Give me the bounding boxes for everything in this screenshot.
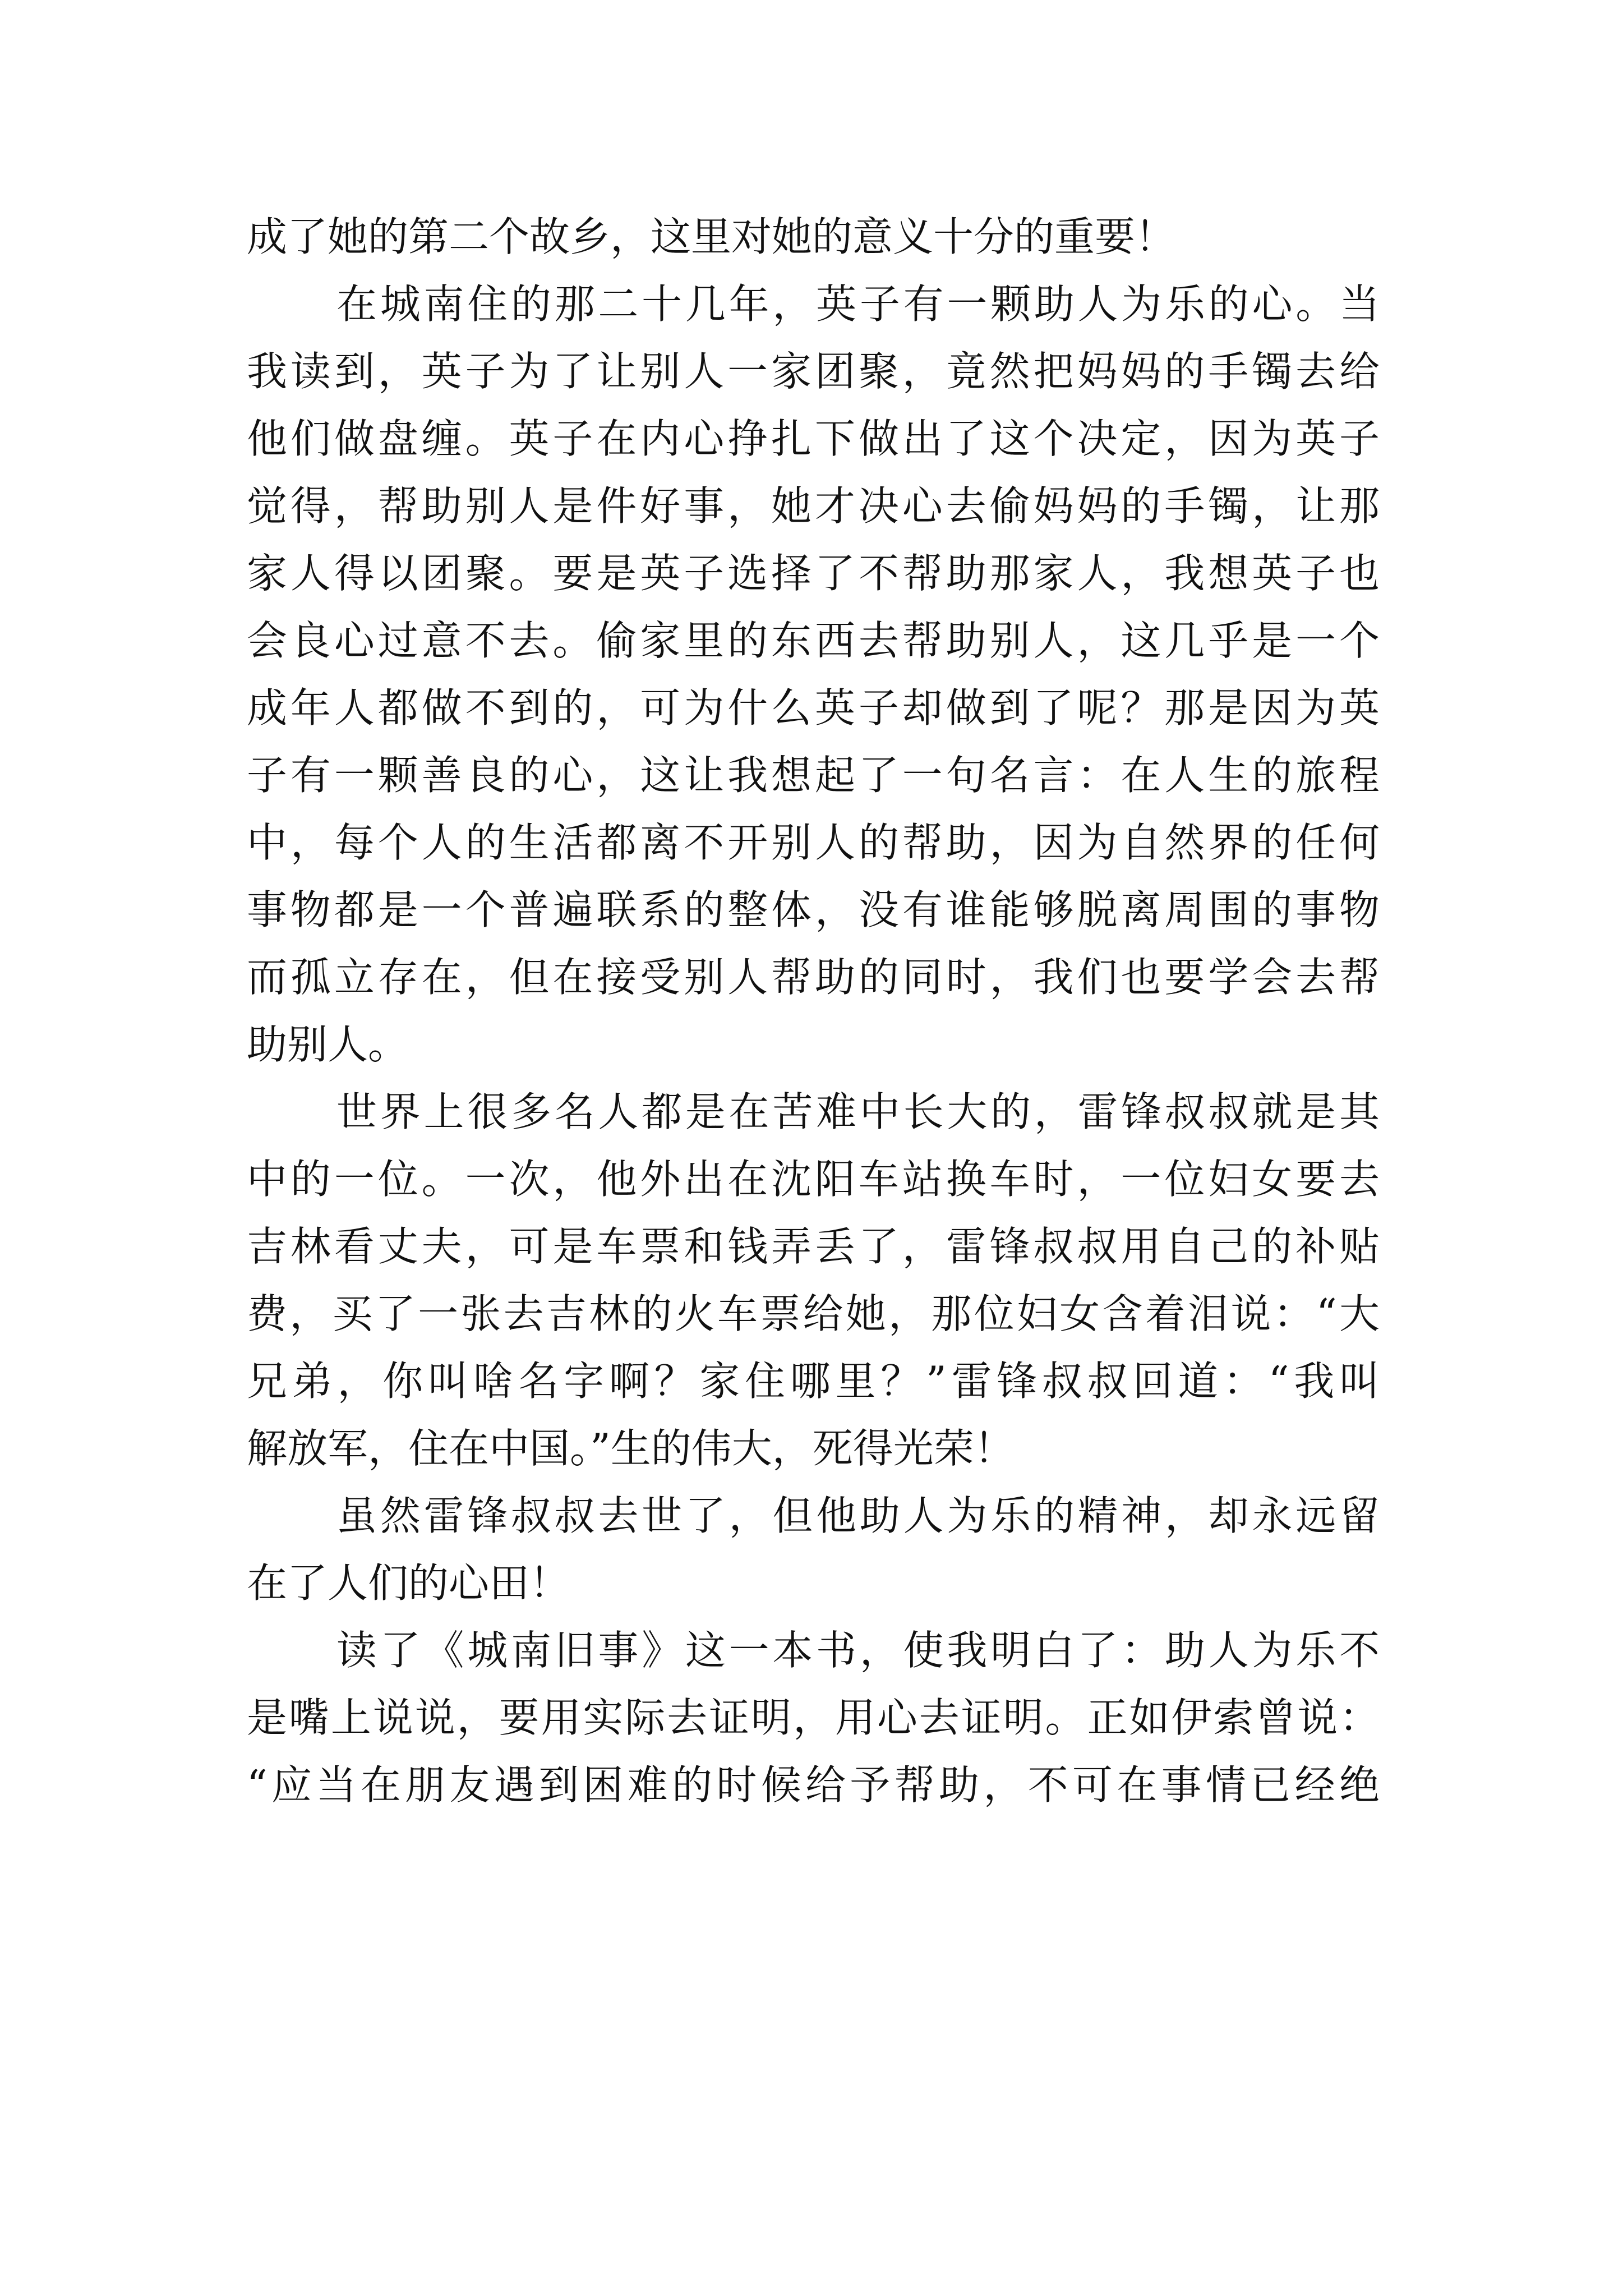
text-line: “应当在朋友遇到困难的时候给予帮助，不可在事情已经绝 bbox=[247, 1761, 1380, 1809]
text-line: 费，买了一张去吉林的火车票给她，那位妇女含着泪说：“大 bbox=[247, 1290, 1380, 1337]
text-line: 他们做盘缠。英子在内心挣扎下做出了这个决定，因为英子 bbox=[247, 415, 1380, 462]
text-line: 子有一颗善良的心，这让我想起了一句名言：在人生的旅程 bbox=[247, 752, 1380, 799]
text-line: 会良心过意不去。偷家里的东西去帮助别人，这几乎是一个 bbox=[247, 617, 1380, 664]
text-line: 中的一位。一次，他外出在沈阳车站换车时，一位妇女要去 bbox=[247, 1156, 1380, 1203]
text-line: 事物都是一个普遍联系的整体，没有谁能够脱离周围的事物 bbox=[247, 886, 1380, 933]
text-line: 助别人。 bbox=[247, 1021, 409, 1068]
essay-body bbox=[247, 203, 1380, 1819]
text-line: 中，每个人的生活都离不开别人的帮助，因为自然界的任何 bbox=[247, 819, 1380, 866]
text-line: 成了她的第二个故乡，这里对她的意义十分的重要！ bbox=[247, 213, 1176, 260]
text-line: 成年人都做不到的，可为什么英子却做到了呢？那是因为英 bbox=[247, 684, 1380, 731]
text-line: 觉得，帮助别人是件好事，她才决心去偷妈妈的手镯，让那 bbox=[247, 482, 1380, 530]
text-line: 在了人们的心田！ bbox=[247, 1559, 570, 1607]
text-line: 家人得以团聚。要是英子选择了不帮助那家人，我想英子也 bbox=[247, 550, 1380, 597]
paragraph-first-line: 读了《城南旧事》这一本书，使我明白了：助人为乐不 bbox=[336, 1627, 1380, 1674]
text-line: 是嘴上说说，要用实际去证明，用心去证明。正如伊索曾说： bbox=[247, 1694, 1380, 1741]
paragraph-first-line: 在城南住的那二十几年，英子有一颗助人为乐的心。当 bbox=[336, 280, 1380, 328]
paragraph-first-line: 虽然雷锋叔叔去世了，但他助人为乐的精神，却永远留 bbox=[336, 1492, 1380, 1539]
text-line: 解放军，住在中国。”生的伟大，死得光荣！ bbox=[247, 1425, 1015, 1472]
text-line: 兄弟，你叫啥名字啊？家住哪里？”雷锋叔叔回道：“我叫 bbox=[247, 1358, 1380, 1405]
text-line: 而孤立存在，但在接受别人帮助的同时，我们也要学会去帮 bbox=[247, 954, 1380, 1001]
text-line: 吉林看丈夫，可是车票和钱弄丢了，雷锋叔叔用自己的补贴 bbox=[247, 1223, 1380, 1270]
text-line: 我读到，英子为了让别人一家团聚，竟然把妈妈的手镯去给 bbox=[247, 348, 1380, 395]
paragraph-first-line: 世界上很多名人都是在苦难中长大的，雷锋叔叔就是其 bbox=[336, 1088, 1380, 1135]
